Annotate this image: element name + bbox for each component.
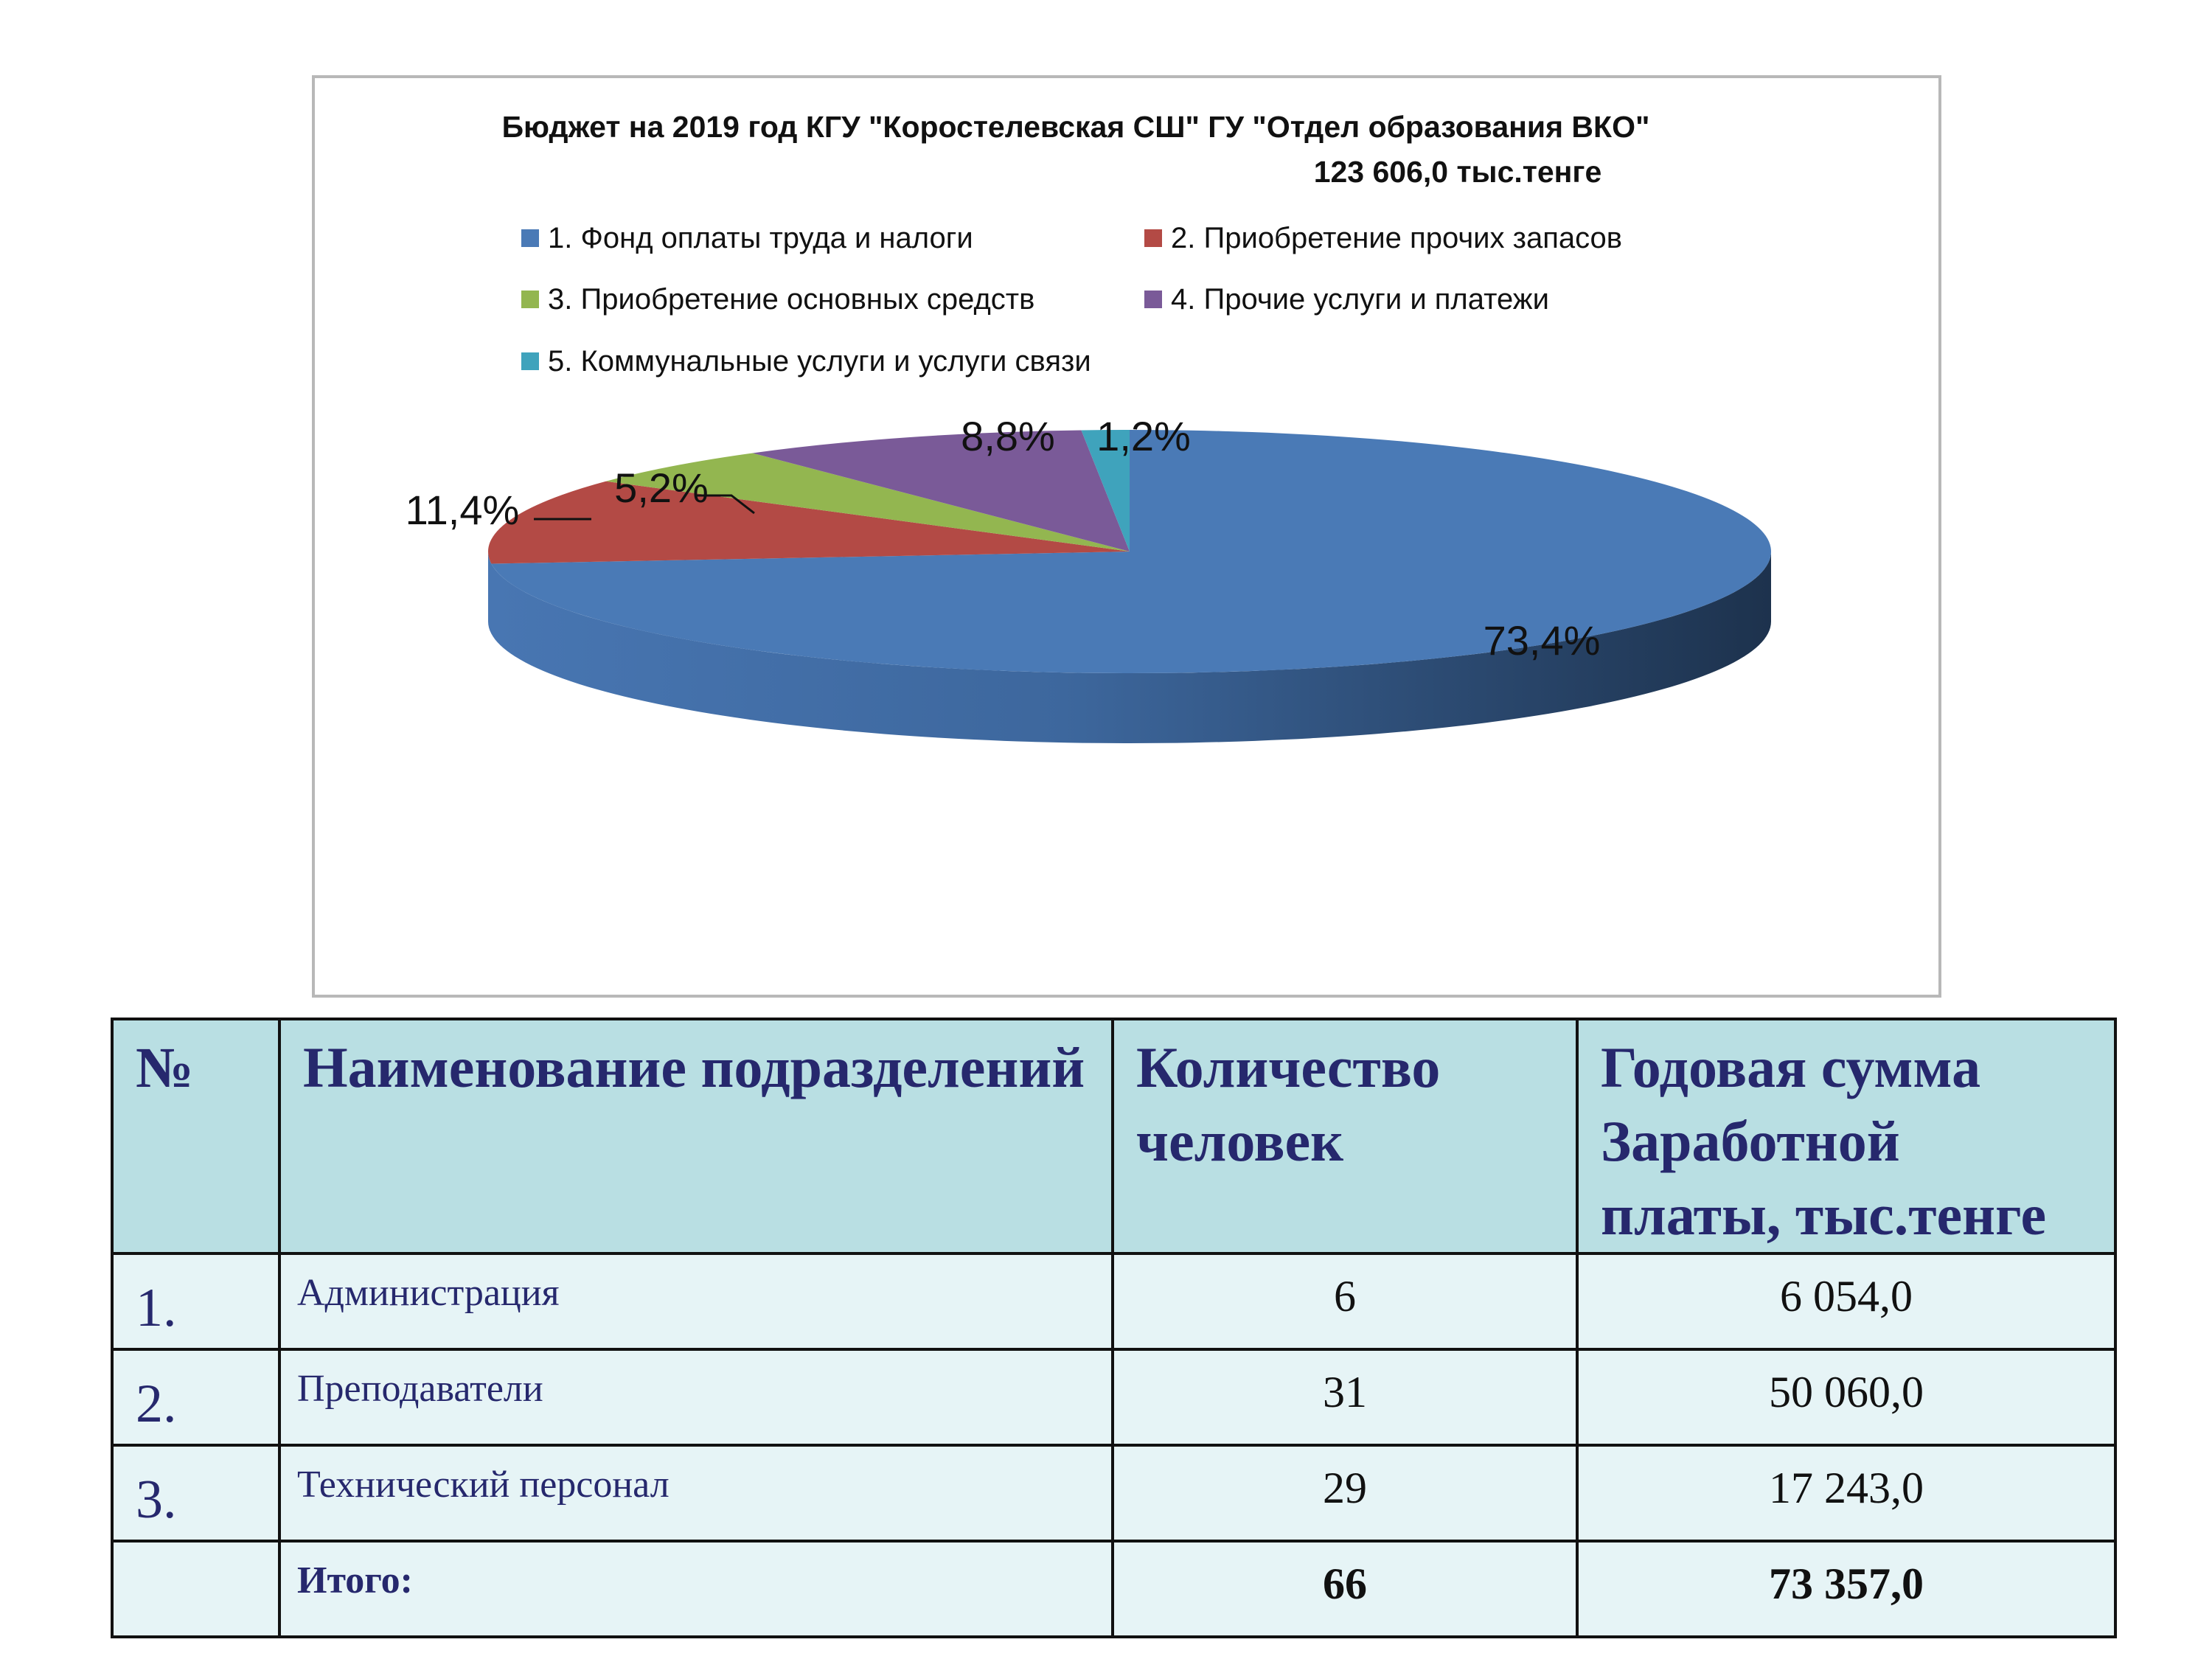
header-name: Наименование подразделений (279, 1019, 1113, 1253)
legend-swatch (521, 291, 539, 308)
header-count: Количество человек (1113, 1019, 1577, 1253)
row-count: 31 (1113, 1349, 1577, 1445)
legend-swatch (1144, 291, 1162, 308)
row-number: 3. (112, 1445, 279, 1541)
pie-data-label: 73,4% (1483, 617, 1601, 664)
legend-label: 4. Прочие услуги и платежи (1171, 283, 1549, 316)
row-sum: 17 243,0 (1577, 1445, 2115, 1541)
table-total-row (112, 1541, 2115, 1637)
legend-label: 5. Коммунальные услуги и услуги связи (548, 345, 1091, 378)
row-sum: 6 054,0 (1577, 1253, 2115, 1349)
pie-data-label: 8,8% (961, 413, 1055, 459)
row-name: Преподаватели (279, 1349, 1113, 1445)
pie-data-label: 11,4% (405, 487, 520, 533)
chart-frame (312, 75, 1941, 998)
table-row (112, 1445, 2115, 1541)
row-name: Администрация (279, 1253, 1113, 1349)
total-number (112, 1541, 279, 1637)
salary-table (111, 1018, 2117, 1638)
row-sum: 50 060,0 (1577, 1349, 2115, 1445)
header-sum: Годовая сумма Заработной платы, тыс.тенге (1577, 1019, 2115, 1253)
table-row (112, 1349, 2115, 1445)
legend-swatch (1144, 229, 1162, 247)
row-count: 6 (1113, 1253, 1577, 1349)
chart-legend (521, 222, 1622, 378)
legend-swatch (521, 229, 539, 247)
header-number: № (112, 1019, 279, 1253)
row-number: 1. (112, 1253, 279, 1349)
legend-label: 2. Приобретение прочих запасов (1171, 222, 1623, 254)
legend-label: 1. Фонд оплаты труда и налоги (548, 222, 973, 254)
legend-swatch (521, 352, 539, 370)
total-label: Итого: (279, 1541, 1113, 1637)
chart-subtitle: 123 606,0 тыс.тенге (1313, 155, 1602, 189)
table-header-row (112, 1019, 2115, 1253)
chart-title: Бюджет на 2019 год КГУ "Коростелевская СШ" ГУ "Отдел образования ВКО" (501, 110, 1650, 144)
legend-label: 3. Приобретение основных средств (548, 283, 1035, 316)
total-sum: 73 357,0 (1577, 1541, 2115, 1637)
table-row (112, 1253, 2115, 1349)
total-count: 66 (1113, 1541, 1577, 1637)
pie-data-label: 1,2% (1096, 413, 1191, 459)
pie-chart (315, 78, 1938, 995)
pie-data-label: 5,2% (614, 465, 709, 511)
row-name: Технический персонал (279, 1445, 1113, 1541)
row-number: 2. (112, 1349, 279, 1445)
row-count: 29 (1113, 1445, 1577, 1541)
